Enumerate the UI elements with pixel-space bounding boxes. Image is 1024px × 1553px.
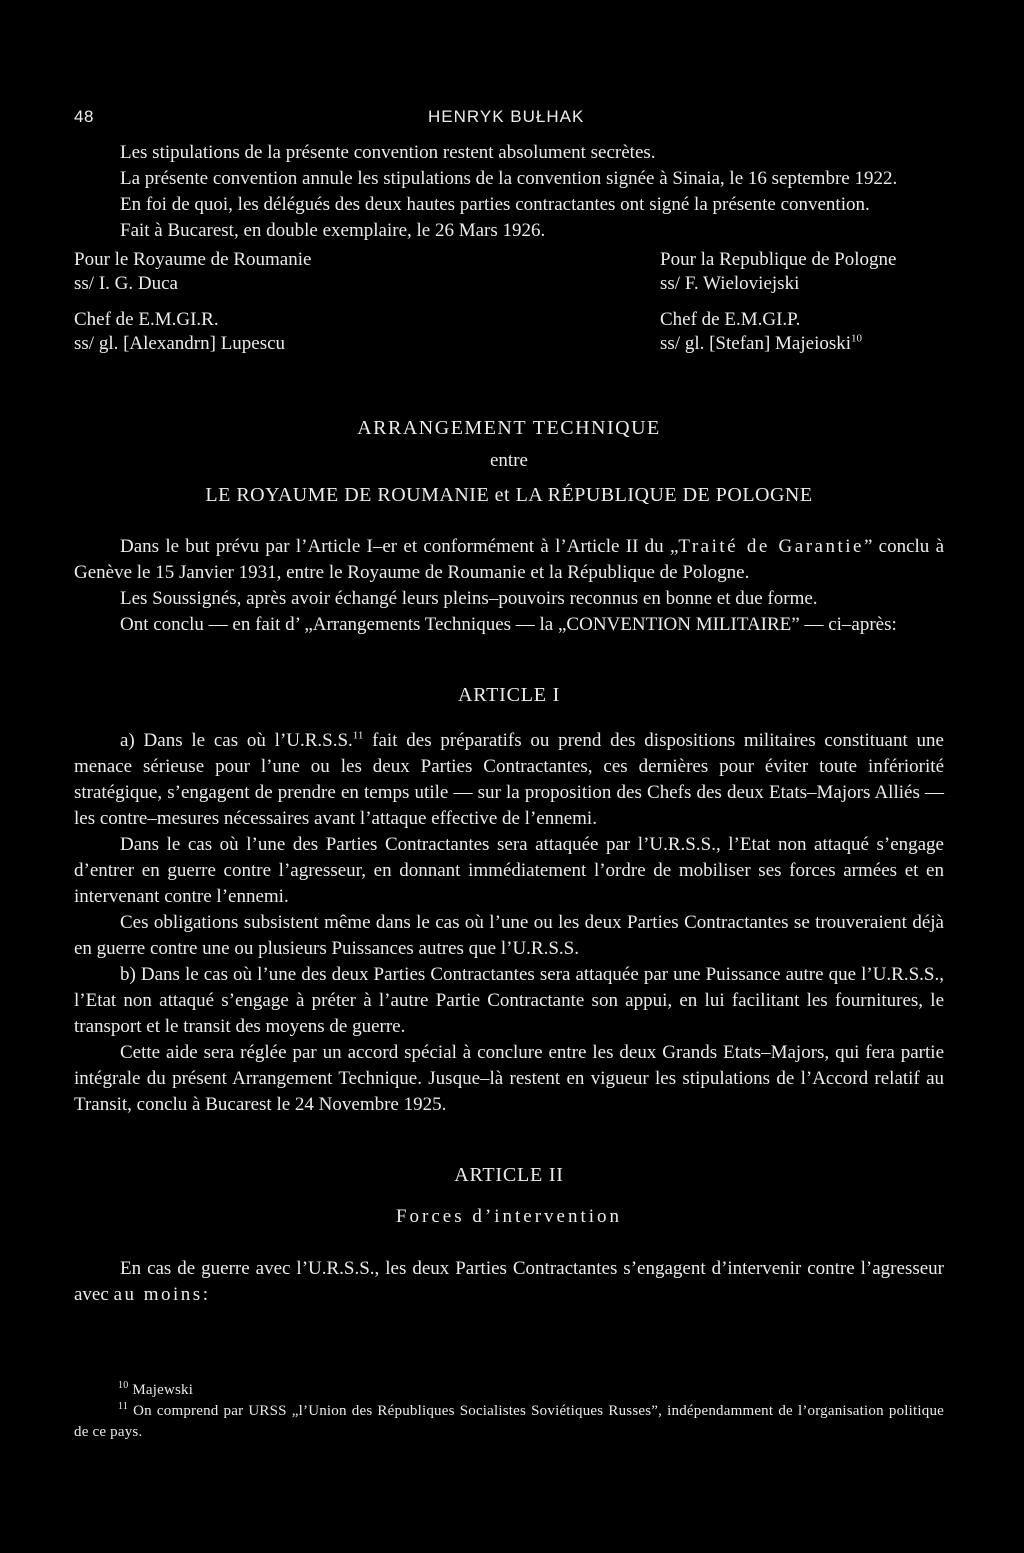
signature-romania-line-4: ss/ gl. [Alexandrn] Lupescu bbox=[74, 333, 286, 354]
footnote-ref-11: 11 bbox=[352, 729, 364, 742]
running-header bbox=[74, 98, 944, 124]
article-2-p1-start: En cas de guerre avec l’U.R.S.S., les deux Parties Contractantes s’engagent d’intervenir contre l’agresseur avec bbox=[74, 1258, 944, 1305]
article-2-p1-end: : bbox=[202, 1284, 208, 1305]
running-header-author: HENRYK BUŁHAK bbox=[428, 107, 585, 126]
footnote-11-text: On comprend par URSS „l’Union des Républiques Socialistes Soviétiques Russes”, indépendamment de l’organisation politique de ce pays. bbox=[74, 1403, 944, 1440]
signature-romania bbox=[74, 248, 404, 356]
footnote-11 bbox=[74, 1401, 944, 1443]
article-1-paragraph-5: Cette aide sera réglée par un accord spécial à conclure entre les deux Grands Etats–Majors, qui fera partie intégrale du présent Arrangement Technique. Jusque–là restent en vigueur les stipulations de l’Accord relatif au Transit, conclu à Bucarest le 24 Novembre 1925. bbox=[74, 1042, 944, 1115]
article-1-paragraph-4: b) Dans le cas où l’une des deux Parties Contractantes sera attaquée par une Puissance autre que l’U.R.S.S., l’Etat non attaqué s’engage à préter à l’autre Partie Contractante son appui, en lui facilitant les fournitures, le transport et le transit des moyens de guerre. bbox=[74, 964, 944, 1037]
preamble-paragraph-3: Ont conclu — en fait d’ „Arrangements Techniques — la „CONVENTION MILITAIRE” — ci–après: bbox=[120, 614, 897, 635]
signature-romania-line-2: ss/ I. G. Duca bbox=[74, 273, 178, 294]
arrangement-title-block bbox=[74, 414, 944, 508]
arrangement-title: ARRANGEMENT TECHNIQUE bbox=[357, 417, 661, 439]
signature-poland-line-1: Pour la Republique de Pologne bbox=[660, 249, 897, 270]
article-1-paragraph-3: Ces obligations subsistent même dans le cas où l’une ou les deux Parties Contractantes se trouveraient déjà en guerre contre une ou plusieurs Puissances autres que l’U.R.S.S. bbox=[74, 912, 944, 959]
signature-poland-line-3: Chef de E.M.GI.P. bbox=[660, 309, 801, 330]
footnote-10 bbox=[74, 1380, 944, 1401]
signature-poland-line-4 bbox=[660, 332, 990, 356]
signature-block bbox=[74, 248, 944, 368]
arrangement-entre: entre bbox=[490, 450, 528, 471]
article-1-paragraph-1 bbox=[74, 728, 944, 832]
document-page bbox=[74, 98, 944, 1308]
arrangement-parties: LE ROYAUME DE ROUMANIE et LA RÉPUBLIQUE DE POLOGNE bbox=[205, 484, 813, 506]
signature-poland-line-4-text: ss/ gl. [Stefan] Majeioski bbox=[660, 333, 852, 354]
preamble-p1-treaty-name: Traité de Garantie bbox=[678, 536, 864, 557]
article-2-title: ARTICLE II bbox=[454, 1164, 564, 1186]
footnote-ref-10: 10 bbox=[851, 332, 863, 345]
intro-paragraph-3: En foi de quoi, les délégués des deux hautes parties contractantes ont signé la présente convention. bbox=[120, 194, 870, 215]
footnote-10-text: Majewski bbox=[128, 1382, 194, 1398]
article-1-p1-start: a) Dans le cas où l’U.R.S.S. bbox=[120, 730, 353, 751]
article-1-p1-end: fait des préparatifs ou prend des dispositions militaires constituant une menace sérieuse pour l’une ou les deux Parties Contractantes, ces dernières pour éviter toute infériorité stratégique, s’engagent de prendre en temps utile — sur la proposition des Chefs des deux Etats–Majors Alliés — les contre–mesures nécessaires avant l’attaque effective de l’ennemi. bbox=[74, 730, 944, 829]
article-1-paragraph-2: Dans le cas où l’une des Parties Contractantes sera attaquée par l’U.R.S.S., l’Etat non attaqué s’engage d’entrer en guerre contre l’agresseur, en donnant immédiatement l’ordre de mobiliser ses forces armées et en intervenant contre l’ennemi. bbox=[74, 834, 944, 907]
signature-romania-line-3: Chef de E.M.GI.R. bbox=[74, 309, 219, 330]
article-2-subtitle: Forces d’intervention bbox=[395, 1206, 623, 1227]
footnotes bbox=[74, 1380, 944, 1443]
intro-paragraph-1: Les stipulations de la présente convention restent absolument secrètes. bbox=[120, 142, 656, 163]
preamble-p1-end: ” conclu à Genève le 15 Janvier 1931, entre le Royaume de Roumanie et la République de Pologne. bbox=[74, 536, 945, 583]
preamble-paragraph-2: Les Soussignés, après avoir échangé leurs pleins–pouvoirs reconnus en bonne et due forme. bbox=[120, 588, 818, 609]
page-number: 48 bbox=[74, 107, 94, 126]
footnote-10-number: 10 bbox=[118, 1380, 129, 1391]
article-1-title: ARTICLE I bbox=[457, 684, 561, 706]
intro-paragraph-2: La présente convention annule les stipulations de la convention signée à Sinaia, le 16 septembre 1922. bbox=[120, 168, 898, 189]
signature-poland bbox=[660, 248, 990, 356]
article-2-paragraph-1 bbox=[74, 1256, 944, 1308]
preamble bbox=[74, 534, 944, 638]
signature-poland-line-2: ss/ F. Wieloviejski bbox=[660, 273, 800, 294]
signature-romania-line-1: Pour le Royaume de Roumanie bbox=[74, 249, 312, 270]
article-2-p1-emphasis: au moins bbox=[113, 1284, 203, 1305]
preamble-p1-start: Dans le but prévu par l’Article I–er et conformément à l’Article II du „ bbox=[120, 536, 679, 557]
intro-paragraph-4: Fait à Bucarest, en double exemplaire, le 26 Mars 1926. bbox=[120, 220, 546, 241]
footnote-11-number: 11 bbox=[118, 1401, 129, 1412]
article-1-body bbox=[74, 728, 944, 1118]
preamble-paragraph-1 bbox=[74, 534, 944, 586]
